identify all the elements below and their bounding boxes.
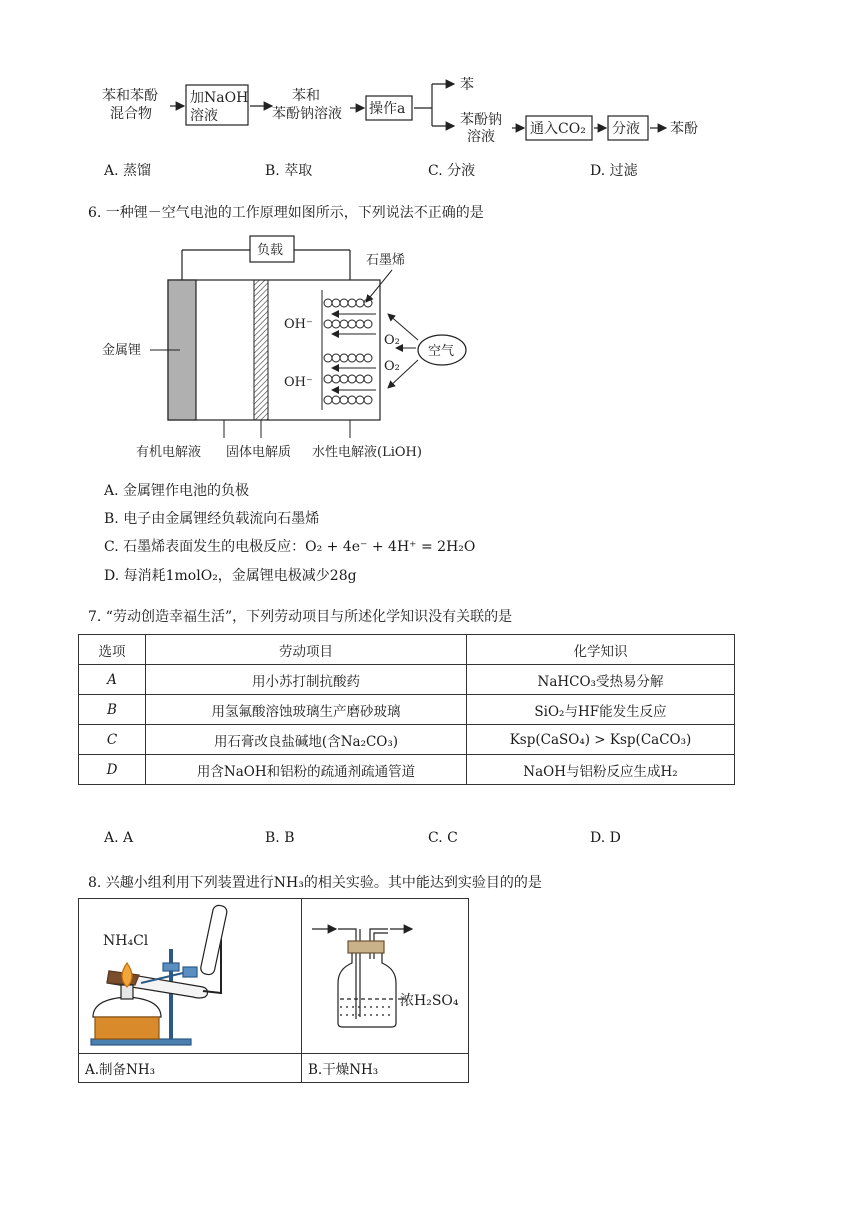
table-header-row: [79, 635, 735, 665]
header-knowledge: 化学知识: [467, 635, 735, 665]
flow-top-out: 苯: [460, 77, 474, 93]
row-b-knowledge: SiO₂与HF能发生反应: [467, 695, 735, 725]
q5-option-b: B. 萃取: [265, 163, 313, 179]
caption-b: B.干燥NH₃: [302, 1054, 469, 1083]
row-c-knowledge: Ksp(CaSO₄) > Ksp(CaCO₃): [467, 725, 735, 755]
q7-option-b: B. B: [265, 830, 295, 846]
header-option: 选项: [79, 635, 146, 665]
q7-stem: 7. “劳动创造幸福生活”，下列劳动项目与所述化学知识没有关联的是: [88, 609, 513, 625]
q7-table: [78, 634, 735, 785]
table-row: [79, 695, 735, 725]
flow-box2: 操作a: [369, 101, 406, 117]
q6-battery-diagram: [96, 228, 476, 468]
apparatus-a-cell: [79, 899, 302, 1054]
q5-flow-diagram: [96, 72, 716, 152]
row-a-key: A: [79, 665, 146, 695]
q5-option-d: D. 过滤: [590, 163, 638, 179]
q7-option-a: A. A: [104, 830, 134, 846]
row-a-labor: 用小苏打制抗酸药: [146, 665, 467, 695]
flow-final: 苯酚: [670, 121, 698, 137]
o2-label-2: O₂: [384, 359, 400, 374]
gas-washing-bottle: [302, 899, 468, 1049]
oh-label-2: OH⁻: [284, 375, 313, 390]
aqueous-label: 水性电解液(LiOH): [312, 445, 422, 460]
q8-stem: 8. 兴趣小组利用下列装置进行NH₃的相关实验。其中能达到实验目的的是: [88, 875, 542, 891]
concentrated-sulfuric-acid-label: 浓H₂SO₄: [400, 993, 459, 1009]
row-c-key: C: [79, 725, 146, 755]
q5-option-c: C. 分液: [428, 163, 476, 179]
flow-box1-1: 加NaOH: [190, 90, 249, 106]
load-label: 负载: [257, 243, 284, 258]
solid-electrolyte: [254, 280, 268, 420]
o2-label-1: O₂: [384, 333, 400, 348]
q6-option-d: D. 每消耗1molO₂，金属锂电极减少28g: [104, 568, 357, 584]
ammonium-chloride-label: NH₄Cl: [103, 933, 149, 949]
ammonia-preparation-apparatus: [79, 899, 301, 1049]
q7-option-d: D. D: [590, 830, 621, 846]
caption-a: A.制备NH₃: [79, 1054, 302, 1083]
flow-box3: 通入CO₂: [530, 121, 586, 137]
row-b-key: B: [79, 695, 146, 725]
q5-option-a: A. 蒸馏: [104, 163, 152, 179]
table-row: [79, 755, 735, 785]
row-c-labor: 用石膏改良盐碱地(含Na₂CO₃): [146, 725, 467, 755]
flow-mid-2: 苯酚钠溶液: [272, 106, 342, 122]
lithium-label: 金属锂: [102, 343, 142, 358]
flow-mid-1: 苯和: [292, 88, 320, 104]
flow-start-1: 苯和苯酚: [102, 88, 158, 104]
table-row: [79, 725, 735, 755]
air-label: 空气: [428, 344, 455, 359]
flow-box4: 分液: [612, 121, 640, 137]
q6-option-c: C. 石墨烯表面发生的电极反应：O₂ + 4e⁻ + 4H⁺ = 2H₂O: [104, 539, 476, 555]
flow-bottom-1: 苯酚钠: [460, 112, 502, 128]
row-d-labor: 用含NaOH和铝粉的疏通剂疏通管道: [146, 755, 467, 785]
apparatus-b-cell: [302, 899, 469, 1054]
organic-label: 有机电解液: [136, 445, 202, 460]
header-labor: 劳动项目: [146, 635, 467, 665]
flow-start-2: 混合物: [110, 106, 152, 122]
row-b-labor: 用氢氟酸溶蚀玻璃生产磨砂玻璃: [146, 695, 467, 725]
q7-option-c: C. C: [428, 830, 458, 846]
row-a-knowledge: NaHCO₃受热易分解: [467, 665, 735, 695]
q8-apparatus-table: [78, 898, 469, 1083]
table-row: [79, 665, 735, 695]
flow-bottom-2: 溶液: [467, 129, 495, 145]
graphene-label: 石墨烯: [366, 253, 406, 268]
q6-option-b: B. 电子由金属锂经负载流向石墨烯: [104, 511, 320, 527]
q6-option-a: A. 金属锂作电池的负极: [104, 483, 250, 499]
row-d-knowledge: NaOH与铝粉反应生成H₂: [467, 755, 735, 785]
row-d-key: D: [79, 755, 146, 785]
oh-label-1: OH⁻: [284, 317, 313, 332]
q6-stem: 6. 一种锂－空气电池的工作原理如图所示，下列说法不正确的是: [88, 205, 484, 221]
flow-box1-2: 溶液: [190, 108, 218, 124]
solid-label: 固体电解质: [226, 445, 292, 460]
